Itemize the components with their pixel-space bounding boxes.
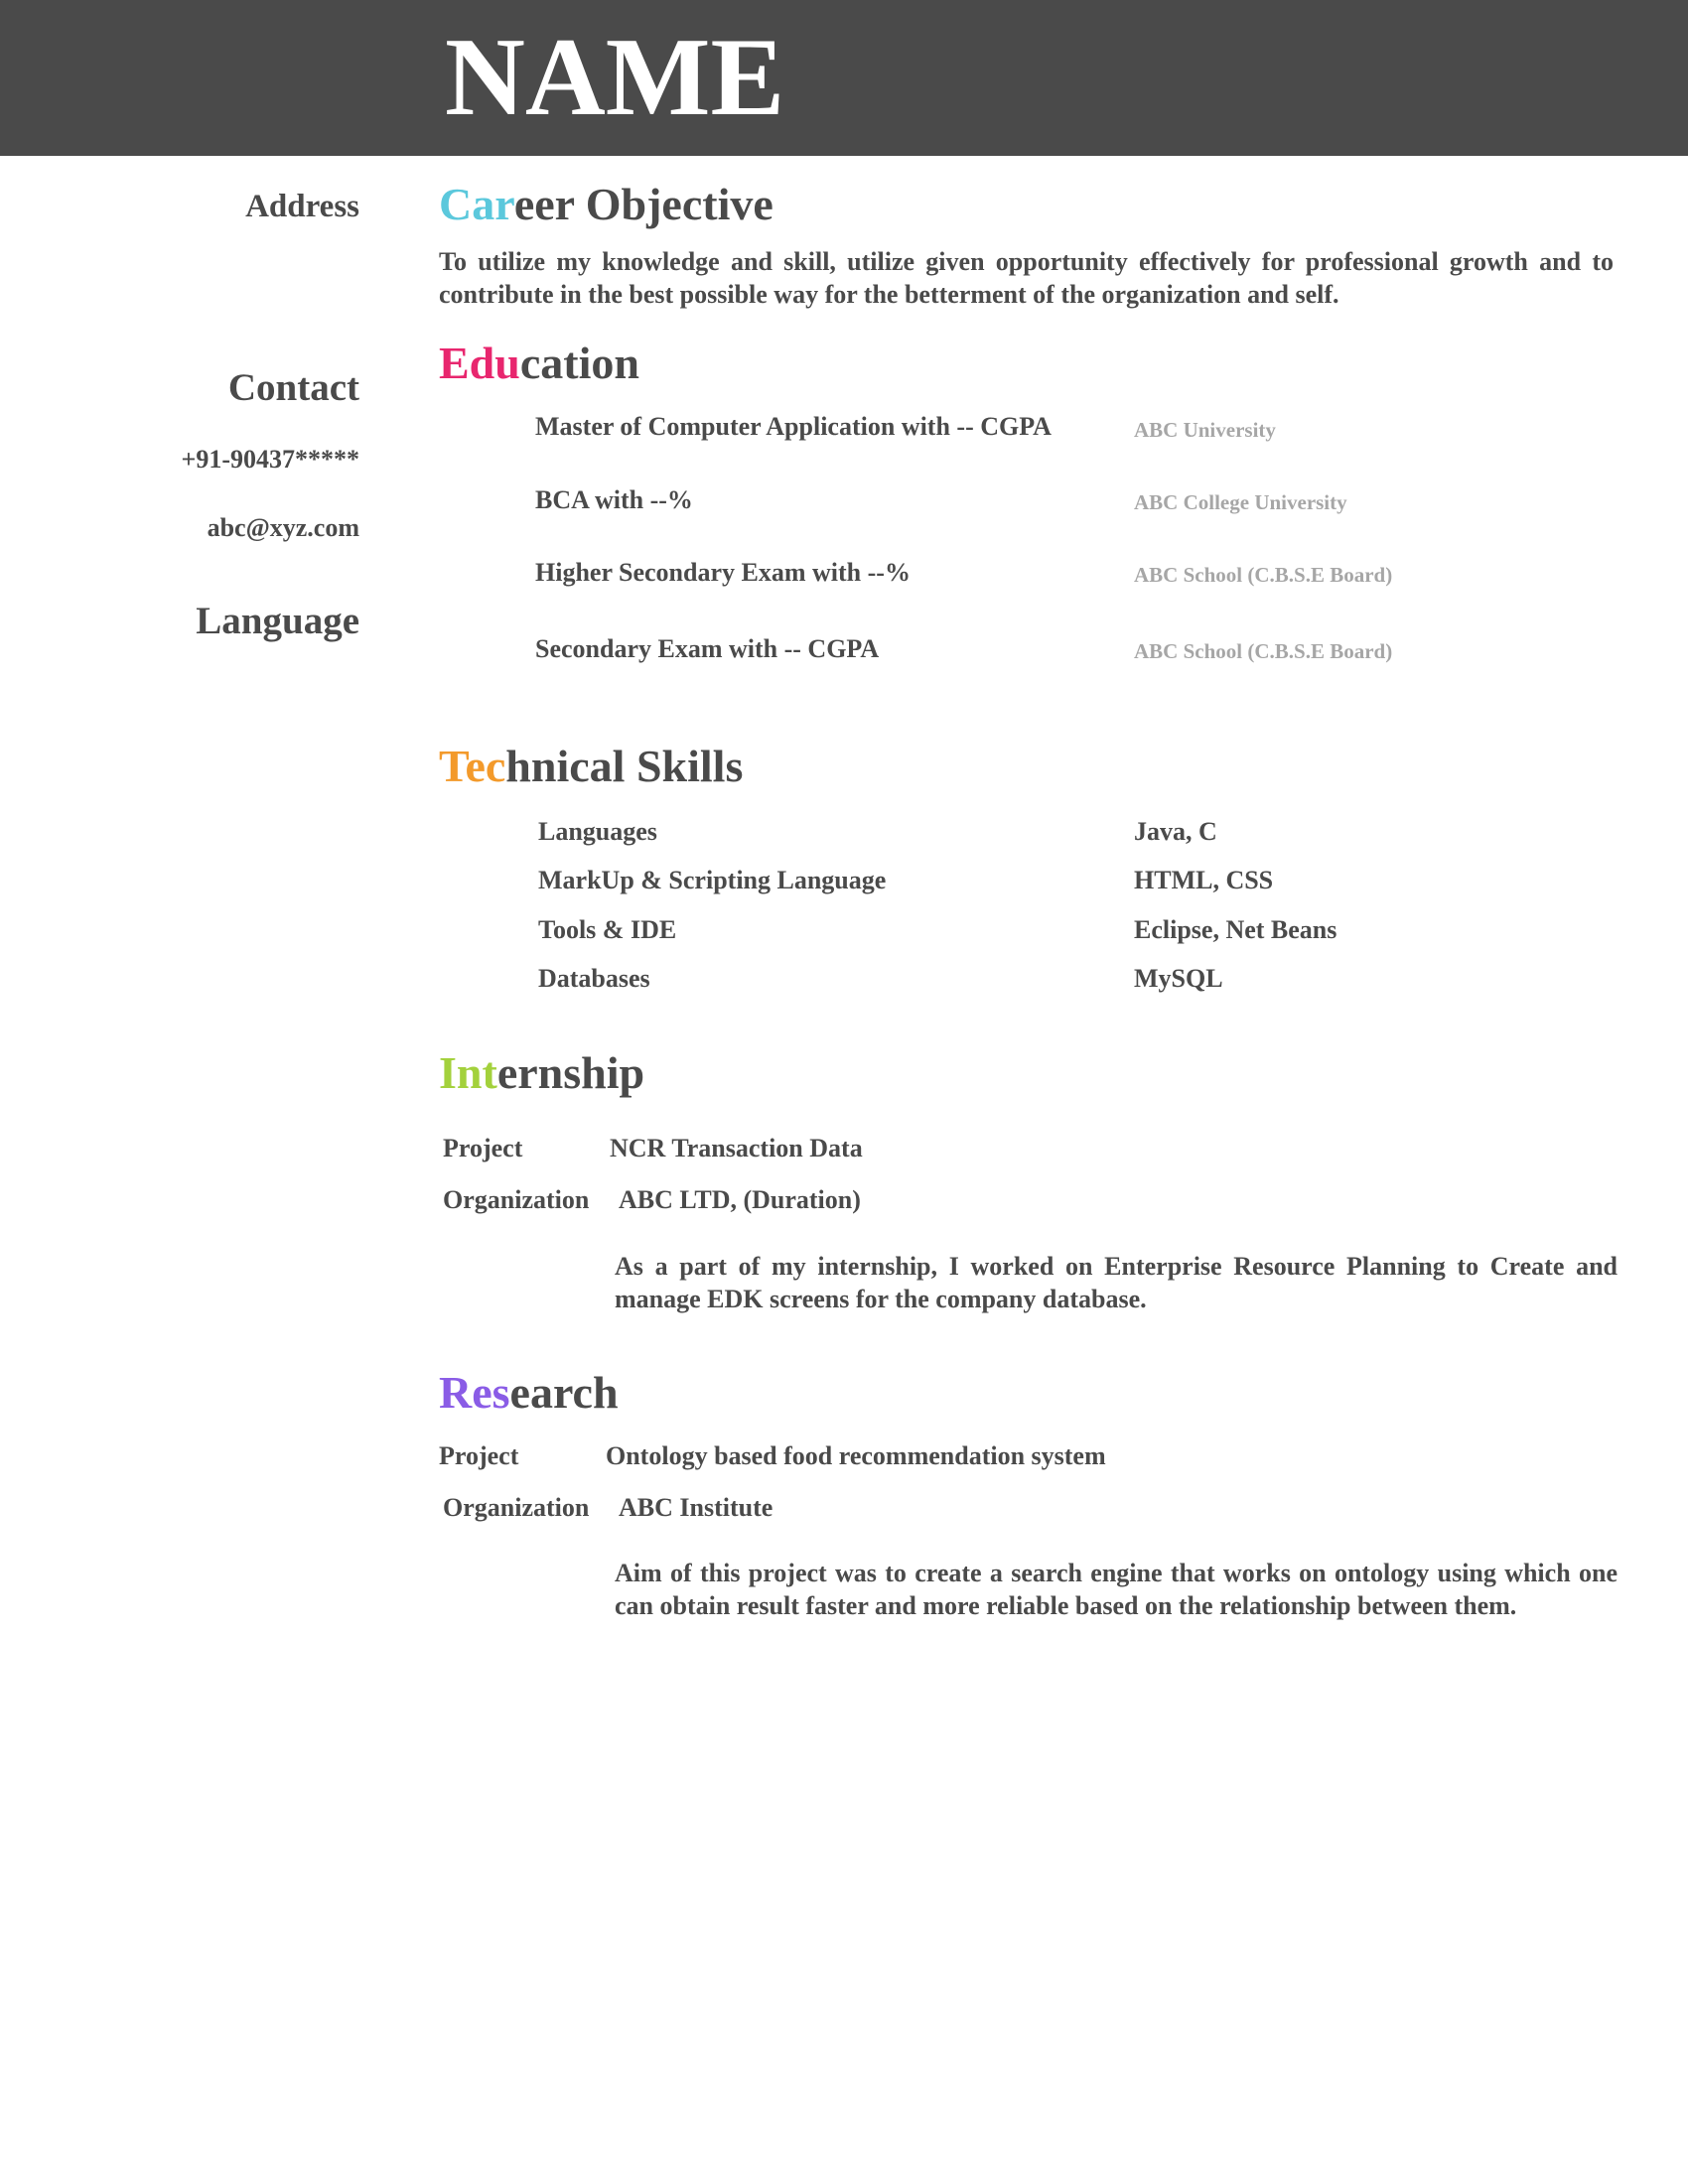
career-objective-heading [439,179,774,229]
research-project-value: Ontology based food recommendation system [606,1441,1106,1470]
heading-accent: Edu [439,338,520,388]
heading-rest: cation [519,338,639,388]
education-institution: ABC School (C.B.S.E Board) [1134,563,1393,587]
resume-name: NAME [445,16,785,139]
internship-project-value: NCR Transaction Data [610,1134,863,1162]
email-address: abc@xyz.com [207,513,359,542]
heading-rest: ernship [496,1047,645,1098]
education-institution: ABC College University [1134,490,1347,514]
research-description: Aim of this project was to create a search engine that works on ontology using which one can obtain result faster and more reliable based on the relationship between them. [615,1559,1618,1620]
education-degree: BCA with --% [535,485,693,514]
internship-project-label: Project [443,1134,523,1162]
language-label: Language [196,600,359,642]
education-degree: Higher Secondary Exam with --% [535,558,911,587]
education-institution: ABC School (C.B.S.E Board) [1134,639,1393,663]
heading-rest: hnical Skills [505,741,744,791]
skill-value: Java, C [1134,817,1217,846]
research-organization-label: Organization [443,1493,590,1522]
research-project-label: Project [439,1441,519,1470]
internship-description: As a part of my internship, I worked on Enterprise Resource Planning to Create and manage EDK screens for the company database. [615,1252,1618,1313]
research-organization-value: ABC Institute [619,1493,774,1522]
skill-category: Databases [538,964,650,993]
skill-value: MySQL [1134,964,1223,993]
education-institution: ABC University [1134,418,1276,442]
heading-rest: eer Objective [513,179,774,229]
phone-number: +91-90437***** [181,445,359,474]
education-degree: Secondary Exam with -- CGPA [535,634,880,663]
heading-rest: earch [509,1367,619,1418]
education-heading [439,338,639,388]
heading-accent: Tec [439,741,506,791]
skill-value: Eclipse, Net Beans [1134,915,1337,944]
skill-category: Tools & IDE [538,915,677,944]
skill-category: Languages [538,817,657,846]
internship-heading [439,1047,645,1098]
heading-accent: Car [439,179,514,229]
contact-label: Contact [227,366,359,409]
address-label: Address [245,189,359,224]
internship-organization-label: Organization [443,1185,590,1214]
internship-organization-value: ABC LTD, (Duration) [619,1185,861,1214]
education-degree: Master of Computer Application with -- CGPA [535,412,1052,441]
career-objective-text: To utilize my knowledge and skill, utilize given opportunity effectively for professional growth and to contribute in the best possible way for the betterment of the organization and self. [439,247,1614,309]
skill-value: HTML, CSS [1134,866,1274,894]
skill-category: MarkUp & Scripting Language [538,866,887,894]
technical-skills-heading [439,741,744,791]
heading-accent: Res [439,1367,510,1418]
header-bar [0,0,1688,156]
heading-accent: Int [439,1047,497,1098]
research-heading [439,1367,619,1418]
